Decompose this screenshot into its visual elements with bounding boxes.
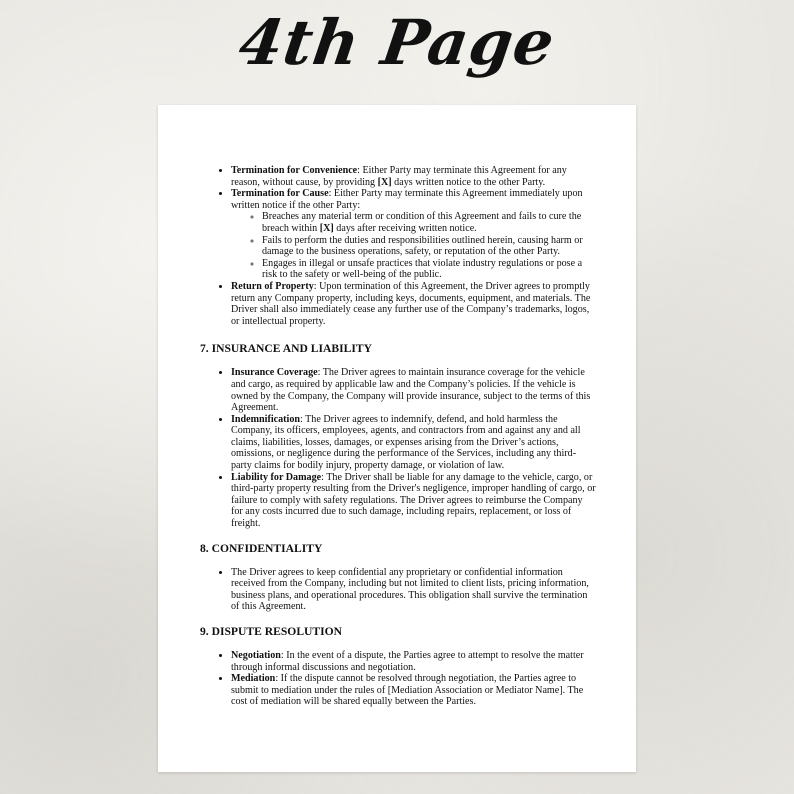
- sub-list: [231, 211, 596, 281]
- list-item: [231, 281, 596, 327]
- list-item: [231, 472, 596, 530]
- item-label: Liability for Damage: [231, 471, 322, 483]
- sub-list-item: [262, 211, 596, 234]
- section-heading: 9. DISPUTE RESOLUTION: [200, 625, 343, 638]
- page-title: 4th Page: [234, 6, 560, 79]
- item-label: Return of Property: [231, 280, 314, 292]
- item-text: : The Driver agrees to indemnify, defend, and hold harmless the Company, its officers, employees, agents, and contractors from and against any and all claims, liabilities, losses, damages, or expenses arising from the Driver’s actions, omissions, or negligence during the performance of the Services, including any third-party claims for bodily injury, property damage, or violation of law.: [231, 413, 581, 472]
- placeholder-x: [X]: [377, 176, 392, 188]
- list-item: [231, 367, 596, 413]
- document-page: [158, 105, 636, 772]
- list-item: [231, 414, 596, 472]
- list-item: • The Driver agrees to keep confidential any proprietary or confidential information received from the Company, including but not limited to client lists, pricing information, business plans, and operational procedures. This obligation shall survive the termination of this Agreement.: [231, 567, 596, 613]
- sub-list-item: ◦ Engages in illegal or unsafe practices that violate industry regulations or pose a risk to the safety or well-being of the public.: [262, 258, 596, 281]
- item-label: Negotiation: [231, 650, 281, 661]
- dispute-list: [200, 650, 596, 708]
- sub-list-item: ◦ Fails to perform the duties and responsibilities outlined herein, causing harm or damage to the business operations, safety, or reputation of the other Party.: [262, 235, 596, 258]
- termination-list: [200, 165, 596, 327]
- item-label: Insurance Coverage: [231, 367, 318, 379]
- placeholder-x: [X]: [319, 222, 334, 234]
- item-label: Indemnification: [231, 413, 300, 425]
- item-text: : In the event of a dispute, the Parties agree to attempt to resolve the matter through informal discussions and negotiation.: [231, 650, 584, 673]
- section-heading: 7. INSURANCE AND LIABILITY: [200, 342, 373, 356]
- list-item: [231, 673, 596, 708]
- item-text: : Either Party may terminate this Agreement immediately upon written notice if the other Party:: [231, 188, 583, 211]
- item-text: : Upon termination of this Agreement, the Driver agrees to promptly return any Company property, including keys, documents, equipment, and materials. The Driver shall also immediately cease any further use of the Company’s trademarks, logos, or intellectual property.: [231, 280, 591, 327]
- list-item: [231, 165, 596, 188]
- item-text: Breaches any material term or condition of this Agreement and fails to cure the breach within: [262, 211, 582, 234]
- confidentiality-list: [200, 567, 596, 613]
- item-text: : If the dispute cannot be resolved through negotiation, the Parties agree to submit to mediation under the rules of [Mediation Association or Mediator Name]. The cost of mediation will be shared equally between the Parties.: [231, 673, 584, 708]
- insurance-list: [200, 367, 596, 529]
- item-text: : The Driver shall be liable for any damage to the vehicle, cargo, or third-party property resulting from the Driver's negligence, improper handling of cargo, or failure to comply with safety regulations. The Driver agrees to reimburse the Company for any costs incurred due to such damage, including repairs, replacement, or loss of freight.: [231, 471, 596, 530]
- list-item: [231, 188, 596, 281]
- item-text: days written notice to the other Party.: [391, 176, 546, 188]
- item-label: Mediation: [231, 673, 276, 685]
- item-label: Termination for Cause: [231, 188, 329, 200]
- item-text: : Either Party may terminate this Agreement for any reason, without cause, by providing: [231, 165, 567, 188]
- item-label: Termination for Convenience: [231, 165, 358, 176]
- item-text: days after receiving written notice.: [333, 222, 477, 234]
- section-heading: 8. CONFIDENTIALITY: [200, 541, 323, 555]
- list-item: [231, 650, 596, 673]
- item-text: : The Driver agrees to maintain insurance coverage for the vehicle and cargo, as required by applicable law and the Company’s policies. If the vehicle is owned by the Company, the Company will provide insurance, subject to the terms of this Agreement.: [231, 367, 591, 414]
